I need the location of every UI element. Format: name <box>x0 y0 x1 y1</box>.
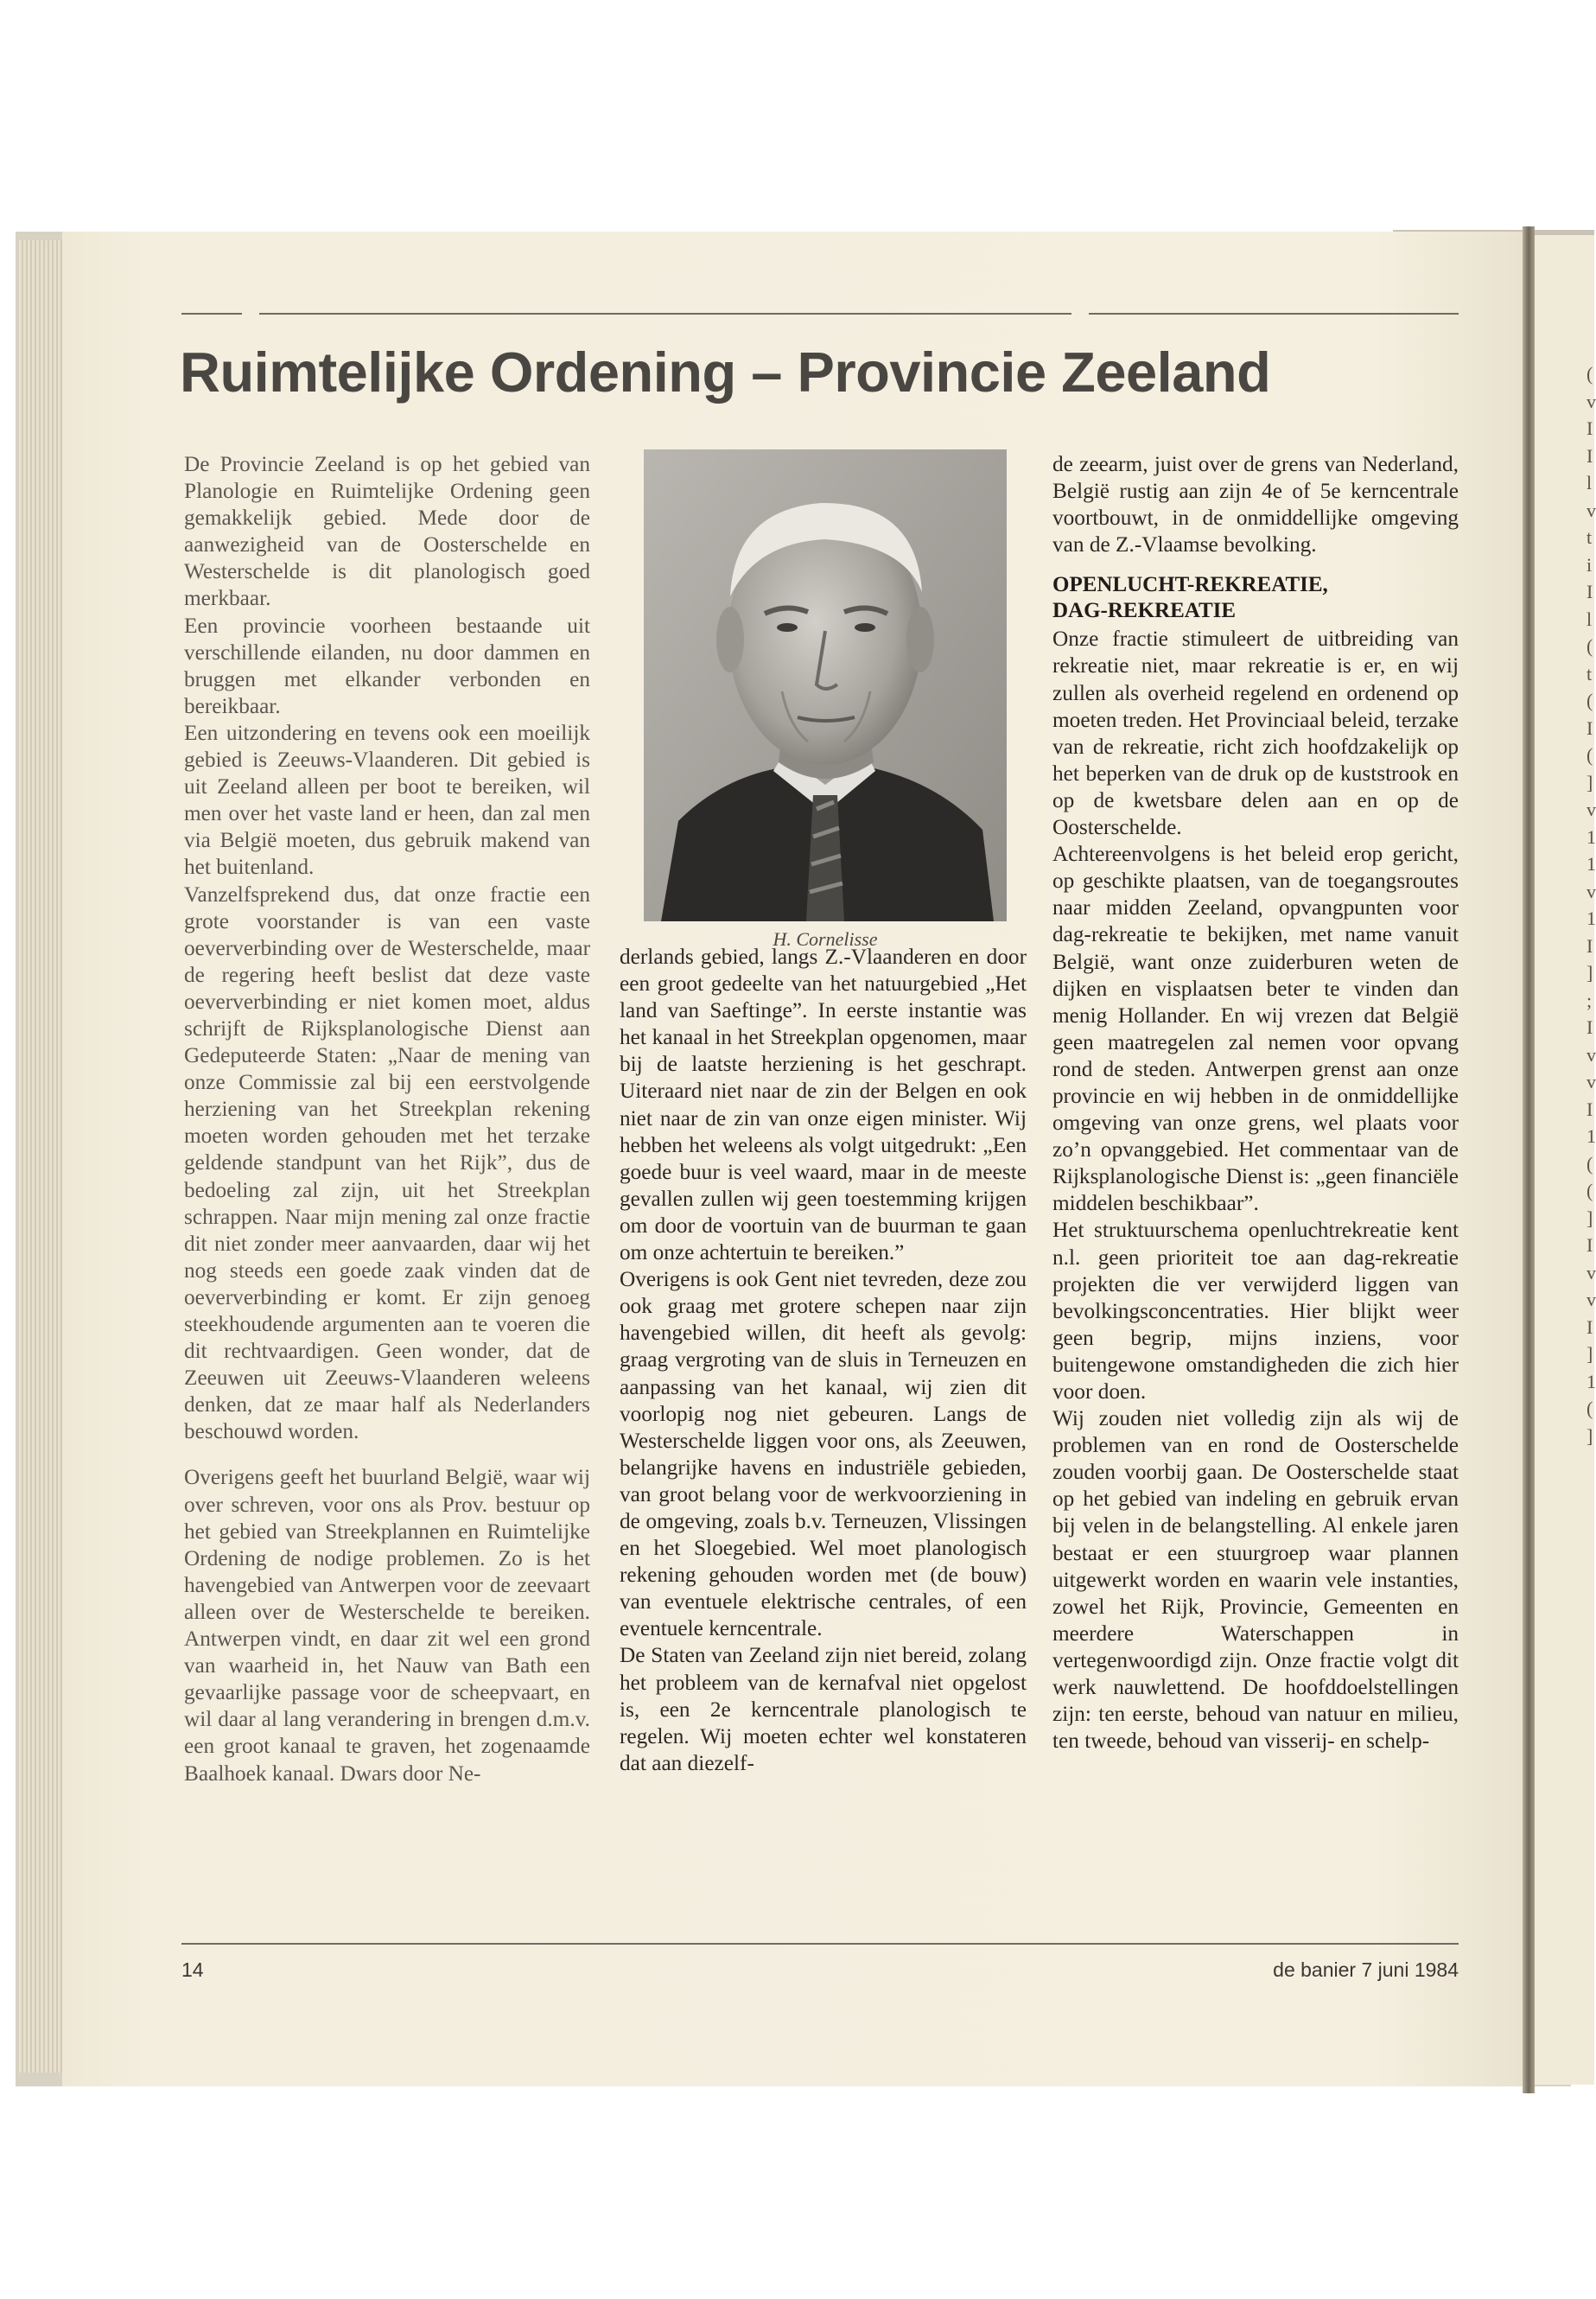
paragraph: De Provincie Zeeland is op het gebied van Planologie en Ruimtelijke Ordening geen gemakkelijk gebied. Mede door de aanwezigheid van de Oosterschelde en Westerschelde is dit planologisch goed merkbaar. <box>184 452 590 611</box>
paragraph: Overigens geeft het buurland België, waar wij over schreven, voor ons als Prov. bestuur op het gebied van Streekplannen en Ruimtelijke Ordening de nodige problemen. Zo is het havengebied van Antwerpen voor de zeevaart alleen over de Westerschelde te bereiken. Antwerpen vindt, en daar zit wel een grond van waarheid in, het Nauw van Bath een gevaarlijke passage voor de scheepvaart, en wil daar al lang verandering in brengen d.m.v. een groot kanaal te graven, het zogenaamde Baalhoek kanaal. Dwars door Ne- <box>184 1465 590 1786</box>
paragraph: Overigens is ook Gent niet tevreden, deze zou ook graag met grotere schepen naar zijn havengebied willen, dit heeft als gevolg: graag vergroting van de sluis in Terneuzen en aanpassing van het kanaal, wij zien dit voorlopig nog niet gebeuren. Langs de Westerschelde liggen voor ons, als Zeeuwen, belangrijke havens en industriële gebieden, van groot belang voor de werkvoorziening in de omgeving, zoals b.v. Terneuzen, Vlissingen en het Sloegebied. Wel moet planologisch rekening gehouden worden met (de bouw) van eventuele elektrische centrales, of een eventuele kerncentrale. <box>620 1267 1027 1641</box>
next-page-fragment: ( <box>1586 1398 1593 1419</box>
next-page-fragment: v <box>1586 1289 1596 1310</box>
next-page-fragment: ( <box>1586 363 1593 385</box>
paragraph: Wij zouden niet volledig zijn als wij de problemen van en rond de Oosterschelde zouden voorbij gaan. De Oosterschelde staat op het gebied van indeling en gebruik ervan bij velen in de belangstelling. Al enkele jaren bestaat er een stuurgroep waar plannen uitgewerkt worden en waarin vele instanties, zowel het Rijk, Provincie, Gemeenten en meerdere Waterschappen in vertegenwoordigd zijn. Onze fractie volgt dit werk nauwlettend. De hoofddoelstellingen zijn: ten eerste, behoud van natuur en milieu, ten tweede, behoud van visserij- en schelp- <box>1052 1406 1459 1754</box>
next-page-edge <box>1535 235 1594 2085</box>
section-heading <box>1052 572 1459 624</box>
text-column-3 <box>1052 451 1459 1754</box>
next-page-fragment: i <box>1586 553 1593 576</box>
next-page-fragment: 1 <box>1586 825 1596 848</box>
section-heading-line: DAG-REKREATIE <box>1052 599 1237 623</box>
next-page-fragment: ( <box>1586 1152 1593 1175</box>
paragraph: de zeearm, juist over de grens van Nederland, België rustig aan zijn 4e of 5e kerncentrale voortbouwt, in de onmiddellijke omgeving van de Z.-Vlaamse bevolking. <box>1052 452 1459 557</box>
next-page-fragment: ( <box>1586 635 1593 657</box>
next-page-fragment: ; <box>1586 989 1593 1011</box>
next-page-fragment: 1 <box>1586 1370 1596 1392</box>
next-page-fragment: l <box>1586 472 1593 494</box>
section-heading-line: OPENLUCHT-REKREATIE, <box>1052 573 1328 597</box>
next-page-fragment: ] <box>1586 1343 1593 1365</box>
next-page-fragment: I <box>1586 1315 1593 1338</box>
page-number: 14 <box>181 1958 204 1981</box>
next-page-fragment: ( <box>1586 744 1593 766</box>
next-page-fragment: I <box>1586 417 1593 439</box>
next-page-fragment: I <box>1586 1234 1593 1256</box>
paragraph: Het struktuurschema openluchtrekreatie kent n.l. geen prioriteit toe aan dag-rekreatie projekten die ver verwijderd liggen van bevolkingsconcentraties. Hier blijkt weer geen begrip, mijns inziens, voor buitengewone omstandigheden die zich hier voor doen. <box>1052 1218 1459 1404</box>
header-rule <box>259 313 1071 315</box>
next-page-fragment: ( <box>1586 690 1593 711</box>
photo-caption: H. Cornelisse <box>773 928 878 950</box>
paragraph-gap <box>184 1445 590 1464</box>
next-page-fragment: I <box>1586 444 1593 467</box>
next-page-fragment: I <box>1586 1098 1593 1120</box>
next-page-fragment: l <box>1586 608 1593 630</box>
article-title: Ruimtelijke Ordening – Provincie Zeeland <box>180 341 1271 404</box>
next-page-fragment: 1 <box>1586 853 1596 875</box>
next-page-fragment: v <box>1586 880 1596 902</box>
next-page-fragment: I <box>1586 1016 1593 1038</box>
header-rule <box>1089 313 1459 315</box>
paragraph: Een provincie voorheen bestaande uit verschillende eilanden, nu door dammen en bruggen met elkander verbonden en bereikbaar. <box>184 613 590 718</box>
next-page-fragment: t <box>1586 662 1593 685</box>
next-page-fragment: v <box>1586 1261 1596 1283</box>
next-page-fragment: ( <box>1586 1180 1593 1201</box>
next-page-fragment: t <box>1586 526 1593 548</box>
portrait-photo <box>644 449 1007 921</box>
text-column-1 <box>184 451 590 1787</box>
paragraph: derlands gebied, langs Z.-Vlaanderen en door een groot gedeelte van het natuurgebied „Het land van Saeftinge”. In eerste instantie was het kanaal in het Streekplan opgenomen, maar bij de laatste herziening is het geschrapt. Uiteraard niet naar de zin der Belgen en ook niet naar de zin van onze eigen minister. Wij hebben het weleens als volgt uitgedrukt: „Een goede buur is veel waard, maar in de meeste gevallen zullen wij geen toestemming krijgen om door de voortuin van de buurman te gaan om onze achtertuin te bereiken.” <box>620 945 1027 1265</box>
next-page-fragment: I <box>1586 934 1593 957</box>
book-gutter <box>1523 226 1535 2093</box>
next-page-fragment: ] <box>1586 1424 1593 1447</box>
paragraph: Onze fractie stimuleert de uitbreiding van rekreatie niet, maar rekreatie is er, en wij zullen als overheid regelend en ordenend op moeten treden. Het Provinciaal beleid, terzake van de rekreatie, richt zich hoofdzakelijk op het beperken van de druk op de kuststrook en op de kwetsbare delen aan en op de Oosterschelde. <box>1052 627 1459 840</box>
paragraph: De Staten van Zeeland zijn niet bereid, zolang het probleem van de kernafval niet opgelost is, een 2e kerncentrale planologisch te regelen. Wij moeten echter wel konstateren dat aan diezelf- <box>620 1643 1027 1775</box>
next-page-fragment: v <box>1586 799 1596 820</box>
next-page-fragment: I <box>1586 581 1593 602</box>
paragraph: Vanzelfsprekend dus, dat onze fractie een grote voorstander is van een vaste oeververbinding over de Westerschelde, maar de regering heeft beslist dat deze vaste oeververbinding er niet komen moet, aldus schrijft de Rijksplanologische Dienst aan Gedeputeerde Staten: „Naar de mening van onze Commissie zal bij een eerstvolgende herziening van het Streekplan rekening moeten worden gehouden met het terzake geldende standpunt van het Rijk”, dus de bedoeling zal zijn, uit het Streekplan schrappen. Naar mijn mening zal onze fractie dit niet zonder meer aanvaarden, daar wij het nog steeds een goede zaak vinden dat de oeververbinding er komt. Er zijn genoeg steekhoudende argumenten aan te voeren die dit rechtvaardigen. Geen wonder, dat de Zeeuwen uit Zeeuws-Vlaanderen weleens denken, dat ze maar half als Nederlanders beschouwd worden. <box>184 882 590 1444</box>
next-page-fragment: ] <box>1586 771 1593 793</box>
next-page-fragment: v <box>1586 499 1596 521</box>
header-rule <box>181 313 242 315</box>
next-page-fragment: 1 <box>1586 908 1596 929</box>
next-page-fragment: ] <box>1586 1207 1593 1229</box>
publication-date: de banier 7 juni 1984 <box>1273 1958 1459 1981</box>
next-page-fragment: v <box>1586 1071 1596 1092</box>
text-column-2 <box>620 944 1027 1777</box>
paragraph: Een uitzondering en tevens ook een moeilijk gebied is Zeeuws-Vlaanderen. Dit gebied is uit Zeeland alleen per boot te bereiken, wil men over het vaste land er heen, dan zal men via België moeten, dus gebruik makend van het buitenland. <box>184 720 590 880</box>
next-page-fragment: v <box>1586 1043 1596 1066</box>
next-page-fragment: I <box>1586 716 1593 739</box>
paragraph: Achtereenvolgens is het beleid erop gericht, op geschikte plaatsen, van de toegangsroutes naar midden Zeeland, opvangpunten voor dag-rekreatie te bekijken, met name vanuit België, want onze zuiderburen weten de dijken en visplaatsen beter te vinden dan menig Hollander. En wij vrezen dat België geen maatregelen zal nemen voor opvang rond de steden. Antwerpen grenst aan onze provincie en wij hebben in de onmiddellijke omgeving van onze grens, wel plaats voor zo’n opvanggebied. Het commentaar van de Rijksplanologische Dienst is: „geen financiële middelen beschikbaar”. <box>1052 842 1459 1216</box>
next-page-fragment: v <box>1586 390 1596 412</box>
footer-rule <box>181 1943 1459 1945</box>
next-page-fragment: ] <box>1586 962 1593 984</box>
next-page-fragment: 1 <box>1586 1125 1596 1147</box>
